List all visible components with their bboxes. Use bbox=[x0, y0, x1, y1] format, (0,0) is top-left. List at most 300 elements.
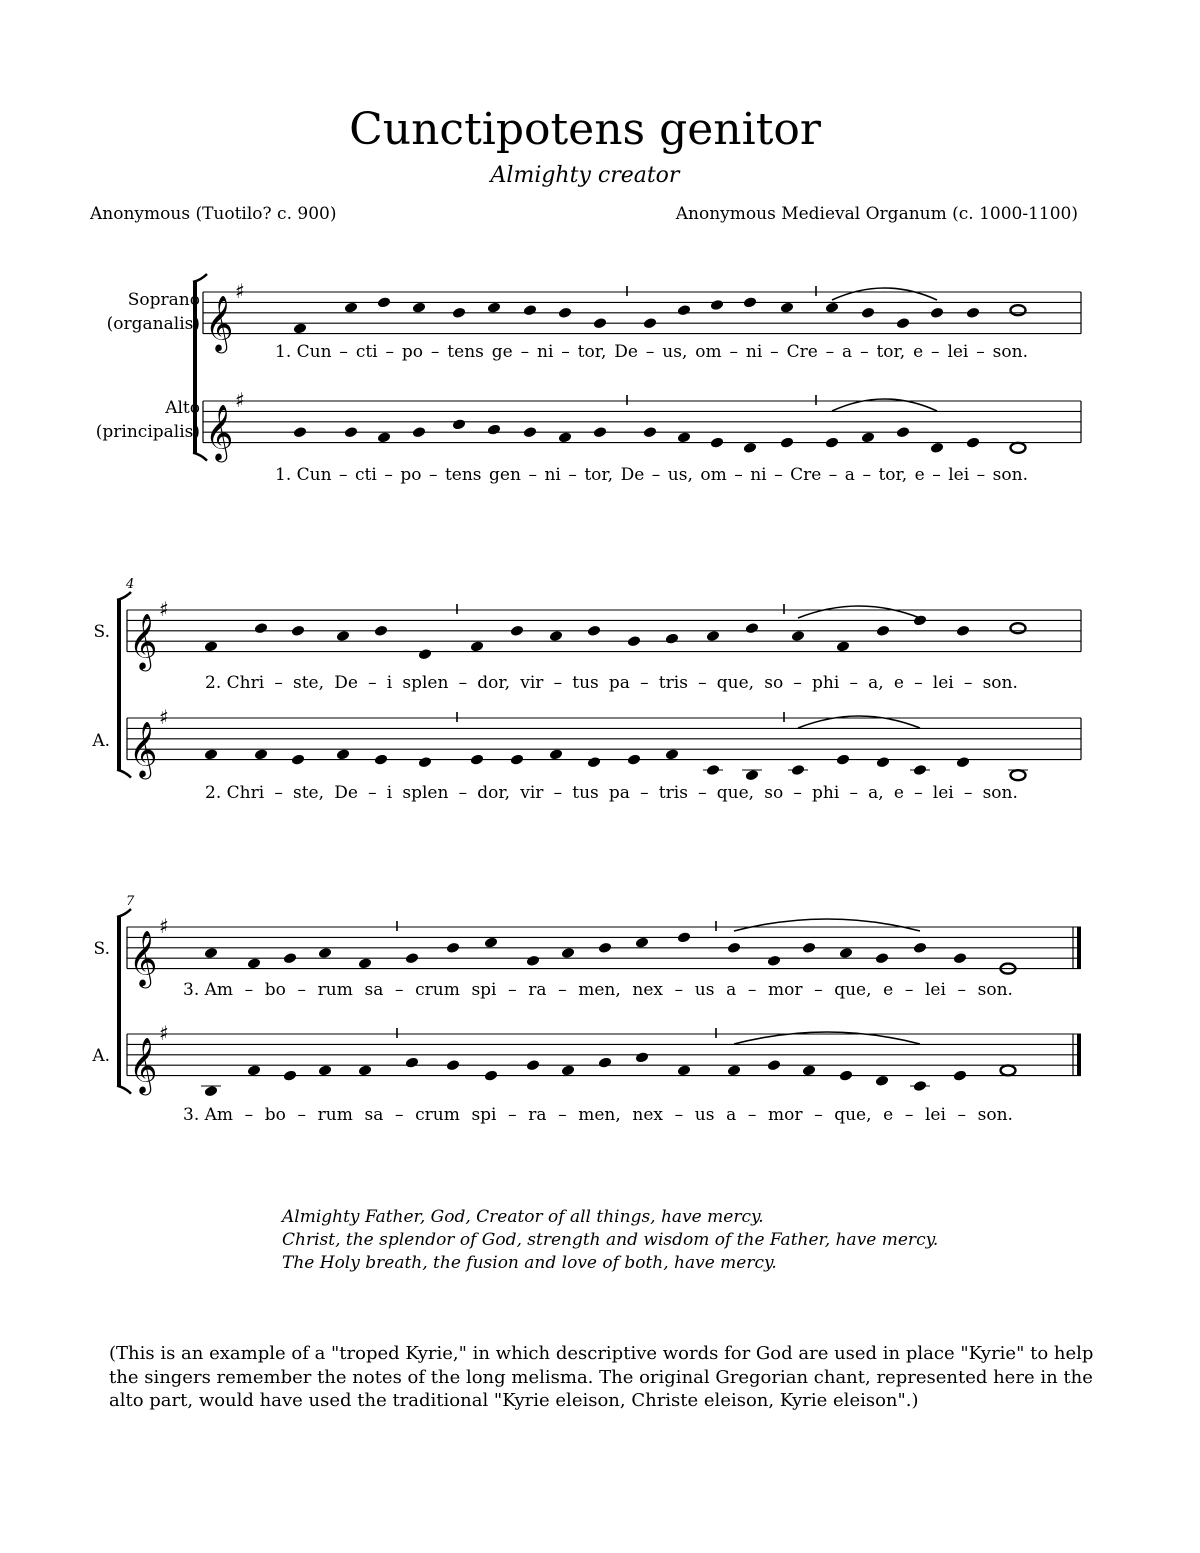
note-head bbox=[452, 307, 467, 320]
note-head bbox=[913, 764, 928, 777]
subtitle: Almighty creator bbox=[490, 163, 680, 188]
lyric-syllable: 1. Cun bbox=[275, 465, 332, 485]
lyric-syllable: 2. Chri bbox=[205, 783, 265, 803]
note-head bbox=[558, 307, 573, 320]
note-head bbox=[510, 753, 525, 766]
note-head bbox=[587, 625, 602, 638]
lyric-syllable: nex bbox=[632, 980, 664, 1000]
note-head bbox=[344, 301, 359, 314]
note-head bbox=[913, 1080, 928, 1093]
whole-note bbox=[1001, 1065, 1016, 1075]
lyric-hyphen: – bbox=[568, 465, 577, 485]
lyric-hyphen: – bbox=[297, 1105, 307, 1125]
lyric-hyphen: – bbox=[458, 783, 468, 803]
lyric-hyphen: – bbox=[651, 465, 661, 485]
lyric-hyphen: – bbox=[793, 783, 802, 803]
lyric-syllable: ni bbox=[745, 342, 763, 362]
note-head bbox=[247, 1064, 262, 1077]
lyric-syllable: cti bbox=[355, 342, 378, 362]
note-head bbox=[336, 630, 351, 643]
note-head bbox=[593, 426, 608, 439]
lyric-syllable: rum bbox=[317, 980, 353, 1000]
lyric-syllable: tens bbox=[444, 465, 482, 485]
lyric-hyphen: – bbox=[976, 465, 986, 485]
measure-number: 7 bbox=[126, 894, 135, 909]
translation-line: Christ, the splendor of God, strength and wisdom of the Father, have mercy. bbox=[282, 1230, 939, 1250]
note-head bbox=[780, 301, 795, 314]
treble-clef-icon: 𝄞 bbox=[129, 613, 158, 670]
lyric-syllable: son. bbox=[977, 980, 1013, 1000]
lyric-hyphen: – bbox=[561, 342, 570, 362]
note-head bbox=[412, 301, 427, 314]
lyric-syllable: que, bbox=[834, 1105, 872, 1125]
lyric-syllable: lei bbox=[948, 465, 970, 485]
lyric-syllable: ra bbox=[528, 980, 547, 1000]
key-signature-sharp-icon: ♯ bbox=[235, 388, 245, 412]
lyric-hyphen: – bbox=[640, 673, 649, 693]
note-head bbox=[643, 317, 658, 330]
note-head bbox=[839, 947, 854, 960]
alto-short-name: A. bbox=[92, 731, 110, 751]
lyric-syllable: phi bbox=[812, 783, 840, 803]
translation-line: Almighty Father, God, Creator of all things, have mercy. bbox=[282, 1207, 764, 1227]
note-head bbox=[470, 640, 485, 653]
lyric-hyphen: – bbox=[734, 465, 743, 485]
lyric-hyphen: – bbox=[674, 980, 684, 1000]
lyric-syllable: tus bbox=[572, 673, 599, 693]
lyric-syllable: son. bbox=[992, 465, 1028, 485]
note-head bbox=[523, 426, 538, 439]
lyric-syllable: phi bbox=[812, 673, 840, 693]
lyric-syllable: lei bbox=[924, 1105, 946, 1125]
page-title: Cunctipotens genitor bbox=[349, 104, 821, 155]
lyric-line bbox=[275, 465, 1028, 485]
lyric-syllable: us bbox=[694, 980, 715, 1000]
note-head bbox=[665, 748, 680, 761]
whole-note bbox=[1011, 443, 1026, 453]
lyric-syllable: rum bbox=[317, 1105, 353, 1125]
lyric-syllable: mor bbox=[767, 980, 803, 1000]
lyric-hyphen: – bbox=[904, 1105, 914, 1125]
lyric-syllable: om bbox=[695, 342, 722, 362]
translation-line: The Holy breath, the fusion and love of both, have mercy. bbox=[282, 1253, 777, 1273]
soprano-name: Soprano bbox=[127, 290, 200, 310]
key-signature-sharp-icon: ♯ bbox=[159, 1021, 169, 1045]
note-head bbox=[593, 317, 608, 330]
lyric-hyphen: – bbox=[814, 1105, 823, 1125]
note-head bbox=[875, 1075, 890, 1088]
lyric-syllable: ge bbox=[491, 342, 513, 362]
lyric-syllable: bo bbox=[264, 980, 286, 1000]
note-head bbox=[204, 947, 219, 960]
lyric-hyphen: – bbox=[244, 980, 254, 1000]
lyric-syllable: ni bbox=[750, 465, 767, 485]
note-head bbox=[204, 1085, 219, 1098]
lyric-syllable: tor, bbox=[584, 465, 614, 485]
lyric-syllable: bo bbox=[264, 1105, 286, 1125]
slur bbox=[832, 288, 937, 300]
poet-credit: Anonymous (Tuotilo? c. 900) bbox=[90, 204, 337, 224]
bracket-hook bbox=[117, 592, 131, 600]
lyric-syllable: so bbox=[764, 783, 784, 803]
treble-clef-icon: 𝄞 bbox=[129, 1037, 158, 1094]
key-signature-sharp-icon: ♯ bbox=[159, 914, 169, 938]
note-head bbox=[861, 307, 876, 320]
lyric-hyphen: – bbox=[385, 342, 394, 362]
key-signature-sharp-icon: ♯ bbox=[159, 705, 169, 729]
explanatory-note: (This is an example of a "troped Kyrie," in which descriptive words for God are used in place "Kyrie" to help the singers remember the notes of the long melisma. The original Gregorian chant, represented here in the alto part, would have used the traditional "Kyrie eleison, Christe eleison, Kyrie eleison".) bbox=[109, 1343, 1094, 1411]
treble-clef-icon: 𝄞 bbox=[129, 930, 158, 987]
note-head bbox=[861, 431, 876, 444]
note-head bbox=[446, 1059, 461, 1072]
lyric-syllable: po bbox=[401, 342, 424, 362]
note-head bbox=[665, 632, 680, 645]
note-head bbox=[836, 640, 851, 653]
lyric-hyphen: – bbox=[339, 342, 348, 362]
slur bbox=[734, 919, 920, 931]
lyric-hyphen: – bbox=[963, 673, 973, 693]
slur bbox=[798, 606, 920, 618]
note-head bbox=[635, 1051, 650, 1064]
lyric-syllable: e bbox=[913, 342, 924, 362]
lyric-hyphen: – bbox=[458, 673, 468, 693]
note-head bbox=[358, 1064, 373, 1077]
lyric-syllable: ra bbox=[528, 1105, 547, 1125]
note-head bbox=[405, 952, 420, 965]
note-head bbox=[318, 947, 333, 960]
lyric-syllable: us bbox=[694, 1105, 715, 1125]
lyric-hyphen: – bbox=[394, 980, 404, 1000]
measure-number: 4 bbox=[126, 577, 135, 592]
lyric-hyphen: – bbox=[774, 465, 783, 485]
lyric-syllable: crum bbox=[415, 980, 460, 1000]
note-head bbox=[745, 769, 760, 782]
lyric-line bbox=[275, 342, 1028, 362]
note-head bbox=[291, 625, 306, 638]
note-head bbox=[836, 753, 851, 766]
lyric-hyphen: – bbox=[508, 1105, 517, 1125]
lyric-syllable: vir bbox=[520, 783, 544, 803]
whole-note bbox=[1011, 305, 1026, 315]
lyric-hyphen: – bbox=[849, 783, 858, 803]
lyric-syllable: ni bbox=[537, 342, 554, 362]
lyric-syllable: splen bbox=[402, 783, 449, 803]
note-head bbox=[956, 756, 971, 769]
note-head bbox=[374, 625, 389, 638]
lyric-hyphen: – bbox=[914, 783, 923, 803]
note-head bbox=[635, 936, 650, 949]
lyric-syllable: gen bbox=[489, 465, 521, 485]
note-head bbox=[204, 748, 219, 761]
note-head bbox=[526, 1059, 541, 1072]
whole-note bbox=[1011, 770, 1026, 780]
lyric-syllable: spi bbox=[471, 1105, 497, 1125]
lyric-hyphen: – bbox=[914, 673, 923, 693]
lyric-syllable: men, bbox=[578, 1105, 621, 1125]
lyric-syllable: men, bbox=[578, 980, 621, 1000]
lyric-hyphen: – bbox=[904, 980, 914, 1000]
note-head bbox=[344, 426, 359, 439]
note-head bbox=[558, 431, 573, 444]
lyric-line bbox=[205, 673, 1018, 693]
note-head bbox=[318, 1064, 333, 1077]
note-head bbox=[561, 1064, 576, 1077]
lyric-syllable: e bbox=[914, 465, 925, 485]
alto-name: Alto bbox=[165, 398, 200, 418]
note-head bbox=[470, 753, 485, 766]
lyric-syllable: pa bbox=[608, 783, 630, 803]
lyric-hyphen: – bbox=[368, 673, 377, 693]
note-head bbox=[896, 426, 911, 439]
lyric-syllable: us, bbox=[667, 465, 693, 485]
treble-clef-icon: 𝄞 bbox=[205, 295, 234, 352]
translation bbox=[282, 1206, 938, 1275]
note-head bbox=[254, 622, 269, 635]
lyric-hyphen: – bbox=[849, 673, 858, 693]
lyric-hyphen: – bbox=[297, 980, 307, 1000]
note-head bbox=[523, 304, 538, 317]
lyric-hyphen: – bbox=[828, 465, 838, 485]
lyric-hyphen: – bbox=[729, 342, 738, 362]
lyric-hyphen: – bbox=[976, 342, 985, 362]
lyric-hyphen: – bbox=[932, 465, 941, 485]
key-signature-sharp-icon: ♯ bbox=[159, 597, 169, 621]
lyric-hyphen: – bbox=[645, 342, 655, 362]
lyric-syllable: crum bbox=[415, 1105, 460, 1125]
lyric-syllable: om bbox=[700, 465, 727, 485]
lyric-hyphen: – bbox=[520, 342, 530, 362]
lyric-hyphen: – bbox=[862, 465, 871, 485]
note-head bbox=[549, 748, 564, 761]
note-head bbox=[283, 952, 298, 965]
lyric-syllable: spi bbox=[471, 980, 497, 1000]
lyric-hyphen: – bbox=[553, 783, 563, 803]
lyric-syllable: ste, bbox=[293, 783, 325, 803]
lyric-syllable: tus bbox=[572, 783, 599, 803]
lyric-hyphen: – bbox=[674, 1105, 684, 1125]
note-head bbox=[825, 301, 840, 314]
lyric-hyphen: – bbox=[508, 980, 517, 1000]
note-head bbox=[953, 952, 968, 965]
lyric-hyphen: – bbox=[957, 1105, 967, 1125]
lyric-hyphen: – bbox=[274, 783, 283, 803]
lyric-syllable: dor, bbox=[477, 783, 511, 803]
note-head bbox=[710, 299, 725, 312]
lyric-syllable: e bbox=[883, 1105, 894, 1125]
note-head bbox=[710, 436, 725, 449]
lyric-syllable: que, bbox=[834, 980, 872, 1000]
note-head bbox=[293, 426, 308, 439]
lyric-hyphen: – bbox=[558, 980, 567, 1000]
lyric-hyphen: – bbox=[931, 342, 940, 362]
lyric-hyphen: – bbox=[747, 980, 757, 1000]
lyric-syllable: e bbox=[883, 980, 894, 1000]
note-head bbox=[677, 431, 692, 444]
lyric-syllable: a bbox=[842, 342, 853, 362]
note-head bbox=[956, 625, 971, 638]
note-head bbox=[825, 436, 840, 449]
composer-credit: Anonymous Medieval Organum (c. 1000-1100) bbox=[675, 204, 1078, 224]
lyric-hyphen: – bbox=[244, 1105, 254, 1125]
lyric-syllable: tris bbox=[658, 783, 688, 803]
lyric-hyphen: – bbox=[640, 783, 649, 803]
note-head bbox=[913, 942, 928, 955]
note-head bbox=[598, 942, 613, 955]
note-head bbox=[839, 1069, 854, 1082]
lyric-hyphen: – bbox=[428, 465, 438, 485]
lyric-syllable: tens bbox=[447, 342, 484, 362]
note-head bbox=[876, 625, 891, 638]
lyric-syllable: dor, bbox=[477, 673, 511, 693]
lyric-syllable: a, bbox=[868, 673, 884, 693]
note-head bbox=[627, 635, 642, 648]
lyric-syllable: De bbox=[614, 342, 638, 362]
lyric-syllable: Cre bbox=[786, 342, 818, 362]
note-head bbox=[487, 301, 502, 314]
lyric-hyphen: – bbox=[558, 1105, 567, 1125]
note-head bbox=[526, 955, 541, 968]
note-head bbox=[561, 947, 576, 960]
lyric-syllable: 2. Chri bbox=[205, 673, 265, 693]
note-head bbox=[283, 1069, 298, 1082]
lyric-hyphen: – bbox=[528, 465, 537, 485]
lyric-syllable: tor, bbox=[876, 342, 906, 362]
soprano-short-name: S. bbox=[93, 939, 110, 959]
lyric-syllable: Cre bbox=[790, 465, 822, 485]
lyric-hyphen: – bbox=[368, 783, 377, 803]
soprano-short-name: S. bbox=[93, 622, 110, 642]
note-head bbox=[677, 1064, 692, 1077]
lyric-hyphen: – bbox=[957, 980, 967, 1000]
lyric-syllable: pa bbox=[608, 673, 630, 693]
note-head bbox=[587, 756, 602, 769]
lyric-hyphen: – bbox=[698, 783, 707, 803]
note-head bbox=[706, 630, 721, 643]
note-head bbox=[743, 296, 758, 309]
note-head bbox=[484, 1069, 499, 1082]
lyric-syllable: tris bbox=[658, 673, 688, 693]
note-head bbox=[452, 418, 467, 431]
soprano-role: (organalis) bbox=[106, 314, 200, 334]
lyric-syllable: mor bbox=[767, 1105, 803, 1125]
lyric-hyphen: – bbox=[770, 342, 779, 362]
lyric-syllable: vir bbox=[520, 673, 544, 693]
note-head bbox=[791, 630, 806, 643]
lyric-hyphen: – bbox=[339, 465, 348, 485]
lyric-syllable: 1. Cun bbox=[275, 342, 332, 362]
lyric-syllable: us, bbox=[662, 342, 688, 362]
lyric-hyphen: – bbox=[793, 673, 802, 693]
lyric-line bbox=[205, 783, 1018, 803]
key-signature-sharp-icon: ♯ bbox=[235, 279, 245, 303]
bracket-hook bbox=[117, 909, 131, 917]
note-head bbox=[966, 307, 981, 320]
lyric-syllable: son. bbox=[982, 783, 1018, 803]
note-head bbox=[291, 753, 306, 766]
note-head bbox=[549, 630, 564, 643]
lyric-syllable: a bbox=[844, 465, 855, 485]
note-head bbox=[706, 764, 721, 777]
lyric-syllable: cti bbox=[355, 465, 377, 485]
note-head bbox=[930, 442, 945, 455]
alto-role: (principalis) bbox=[95, 422, 200, 442]
note-head bbox=[727, 1064, 742, 1077]
note-head bbox=[767, 955, 782, 968]
lyric-syllable: e bbox=[893, 673, 904, 693]
lyric-syllable: i bbox=[386, 783, 393, 803]
note-head bbox=[204, 640, 219, 653]
lyric-syllable: De bbox=[334, 783, 358, 803]
note-head bbox=[875, 952, 890, 965]
lyric-hyphen: – bbox=[553, 673, 563, 693]
note-head bbox=[727, 942, 742, 955]
note-head bbox=[677, 931, 692, 944]
lyric-hyphen: – bbox=[814, 980, 823, 1000]
note-head bbox=[743, 442, 758, 455]
note-head bbox=[780, 436, 795, 449]
lyric-syllable: lei bbox=[932, 783, 954, 803]
note-head bbox=[953, 1069, 968, 1082]
lyric-syllable: i bbox=[386, 673, 393, 693]
lyric-syllable: ste, bbox=[293, 673, 325, 693]
lyric-hyphen: – bbox=[384, 465, 393, 485]
lyric-syllable: 3. Am bbox=[183, 980, 234, 1000]
lyric-syllable: que, bbox=[716, 673, 755, 693]
note-head bbox=[254, 748, 269, 761]
note-head bbox=[510, 625, 525, 638]
lyric-syllable: e bbox=[893, 783, 904, 803]
note-head bbox=[293, 322, 308, 335]
lyric-syllable: ni bbox=[544, 465, 561, 485]
note-head bbox=[896, 317, 911, 330]
lyric-hyphen: – bbox=[274, 673, 283, 693]
lyric-syllable: 3. Am bbox=[183, 1105, 234, 1125]
lyric-hyphen: – bbox=[963, 783, 973, 803]
note-head bbox=[247, 957, 262, 970]
note-head bbox=[966, 436, 981, 449]
note-head bbox=[484, 936, 499, 949]
note-head bbox=[418, 648, 433, 661]
lyric-syllable: a, bbox=[868, 783, 884, 803]
lyric-syllable: lei bbox=[947, 342, 969, 362]
note-head bbox=[802, 942, 817, 955]
lyric-syllable: son. bbox=[977, 1105, 1013, 1125]
lyric-syllable: splen bbox=[402, 673, 449, 693]
lyric-syllable: po bbox=[400, 465, 422, 485]
lyric-syllable: a bbox=[726, 980, 737, 1000]
lyric-hyphen: – bbox=[394, 1105, 404, 1125]
lyric-syllable: sa bbox=[364, 1105, 384, 1125]
note-head bbox=[745, 622, 760, 635]
lyric-hyphen: – bbox=[430, 342, 440, 362]
lyric-syllable: De bbox=[334, 673, 358, 693]
note-head bbox=[487, 423, 502, 436]
note-head bbox=[767, 1059, 782, 1072]
lyric-syllable: lei bbox=[924, 980, 946, 1000]
alto-short-name: A. bbox=[92, 1046, 110, 1066]
lyric-syllable: nex bbox=[632, 1105, 664, 1125]
lyric-hyphen: – bbox=[860, 342, 869, 362]
lyric-line bbox=[183, 1105, 1013, 1125]
lyric-syllable: tor, bbox=[577, 342, 607, 362]
note-head bbox=[643, 426, 658, 439]
lyric-hyphen: – bbox=[747, 1105, 757, 1125]
note-head bbox=[412, 426, 427, 439]
lyric-syllable: sa bbox=[364, 980, 384, 1000]
note-head bbox=[446, 942, 461, 955]
lyric-hyphen: – bbox=[825, 342, 835, 362]
note-head bbox=[377, 296, 392, 309]
